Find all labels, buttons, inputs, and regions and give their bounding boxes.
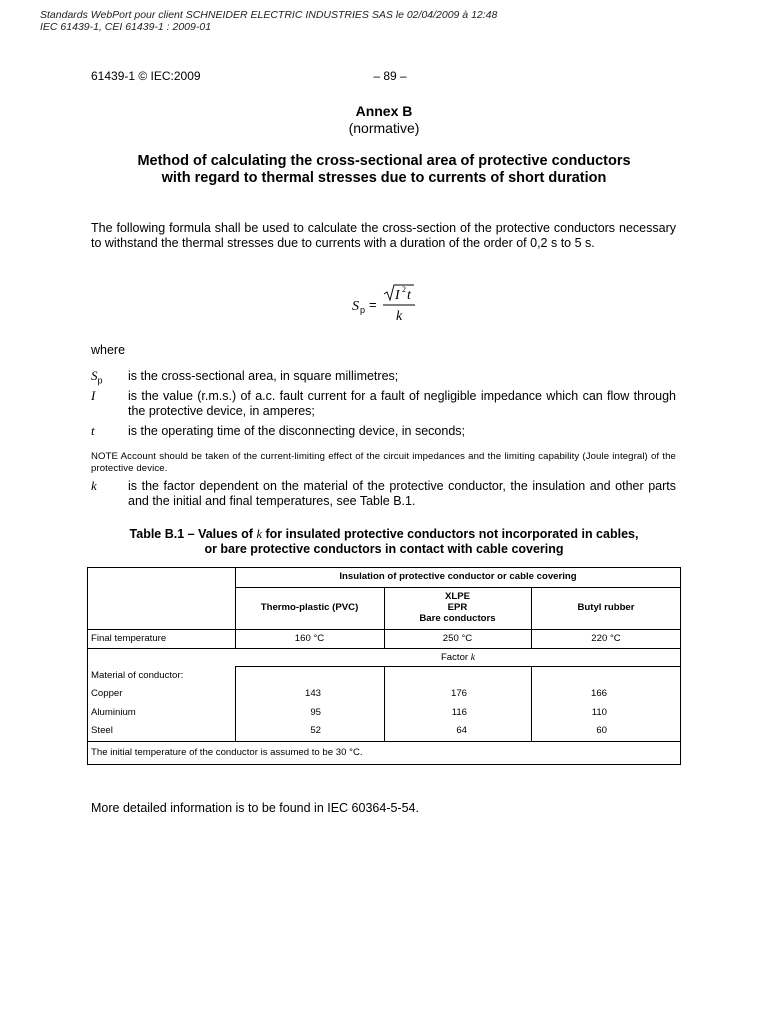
watermark-line1: Standards WebPort pour client SCHNEIDER ELECTRIC INDUSTRIES SAS le 02/04/2009 à 12:48 <box>40 9 498 21</box>
note: NOTE Account should be taken of the current-limiting effect of the circuit impedances and the limiting capability (Joule integral) of the protective device. <box>91 451 676 474</box>
aluminium-xlpe: 116 <box>451 707 467 718</box>
final-temp-xlpe: 250 °C <box>442 633 473 644</box>
formula-lhs-sub: p <box>360 305 366 315</box>
factor-k-label: Factor k <box>440 652 476 663</box>
header-standard-ref: 61439-1 © IEC:2009 <box>91 69 201 83</box>
material-aluminium: Aluminium <box>91 707 136 718</box>
page-number: – 89 – <box>373 69 407 83</box>
final-temp-butyl: 220 °C <box>591 633 621 644</box>
final-temp-pvc: 160 °C <box>294 633 325 644</box>
table-title <box>80 527 688 556</box>
watermark-line2: IEC 61439-1, CEI 61439-1 : 2009-01 <box>40 21 212 33</box>
definition-k <box>91 479 676 508</box>
formula-num-exp: 2 <box>402 285 406 294</box>
values-table <box>87 567 681 765</box>
formula-num-base: I <box>395 288 400 303</box>
watermark <box>40 9 497 33</box>
definition-text: is the factor dependent on the material of the protective conductor, the insulation and other parts and the initial and final temperatures, see Table B.1. <box>128 479 676 508</box>
method-title-line1: Method of calculating the cross-sectional area of protective conductors <box>137 153 631 169</box>
method-title <box>70 153 698 187</box>
column-header-butyl: Butyl rubber <box>577 602 635 613</box>
aluminium-pvc: 95 <box>310 707 321 718</box>
table-footnote: The initial temperature of the conductor is assumed to be 30 °C. <box>91 747 363 758</box>
definition-symbol: k <box>91 478 97 493</box>
definition-text: is the operating time of the disconnecting device, in seconds; <box>128 424 466 438</box>
copper-xlpe: 176 <box>450 688 467 699</box>
steel-butyl: 60 <box>596 725 607 736</box>
definition-symbol: I <box>91 388 96 403</box>
steel-xlpe: 64 <box>456 725 467 736</box>
where-label: where <box>91 343 126 357</box>
column-header-pvc: Thermo-plastic (PVC) <box>260 602 359 613</box>
formula <box>348 282 428 326</box>
formula-num-t: t <box>407 288 411 303</box>
column-header-xlpe: XLPE EPR Bare conductors <box>419 591 496 624</box>
definition-i <box>91 389 676 418</box>
material-steel: Steel <box>91 725 113 736</box>
final-temperature-label: Final temperature <box>91 633 167 644</box>
definition-text: is the cross-sectional area, in square millimetres; <box>128 369 399 383</box>
definition-symbol: $S_p$ <box>91 368 103 386</box>
more-info: More detailed information is to be found in IEC 60364-5-54. <box>91 801 419 815</box>
formula-den: k <box>396 309 403 324</box>
material-label: Material of conductor: <box>91 670 184 681</box>
copper-butyl: 166 <box>590 688 607 699</box>
definition-sp <box>91 369 676 384</box>
definition-t <box>91 424 676 439</box>
insulation-header: Insulation of protective conductor or cable covering <box>339 571 577 582</box>
material-copper: Copper <box>91 688 123 699</box>
method-title-line2: with regard to thermal stresses due to currents of short duration <box>161 170 607 186</box>
annex-subtitle: (normative) <box>348 120 420 136</box>
table-title-line1: Table B.1 – Values of k for insulated protective conductors not incorporated in cables, <box>129 527 639 541</box>
table-title-line2: or bare protective conductors in contact with cable covering <box>204 541 564 556</box>
definition-text: is the value (r.m.s.) of a.c. fault current for a fault of negligible impedance which can flow through the protective device, in amperes; <box>128 389 676 418</box>
aluminium-butyl: 110 <box>591 707 607 718</box>
formula-lhs: S <box>352 299 359 314</box>
copper-pvc: 143 <box>304 688 321 699</box>
steel-pvc: 52 <box>310 725 321 736</box>
formula-equals: = <box>369 297 377 312</box>
annex-title: Annex B <box>355 103 413 119</box>
intro-paragraph: The following formula shall be used to calculate the cross-section of the protective conductors necessary to withstand the thermal stresses due to currents with a duration of the order of 0,2 s to 5 s. <box>91 221 676 250</box>
definition-symbol: t <box>91 423 95 438</box>
